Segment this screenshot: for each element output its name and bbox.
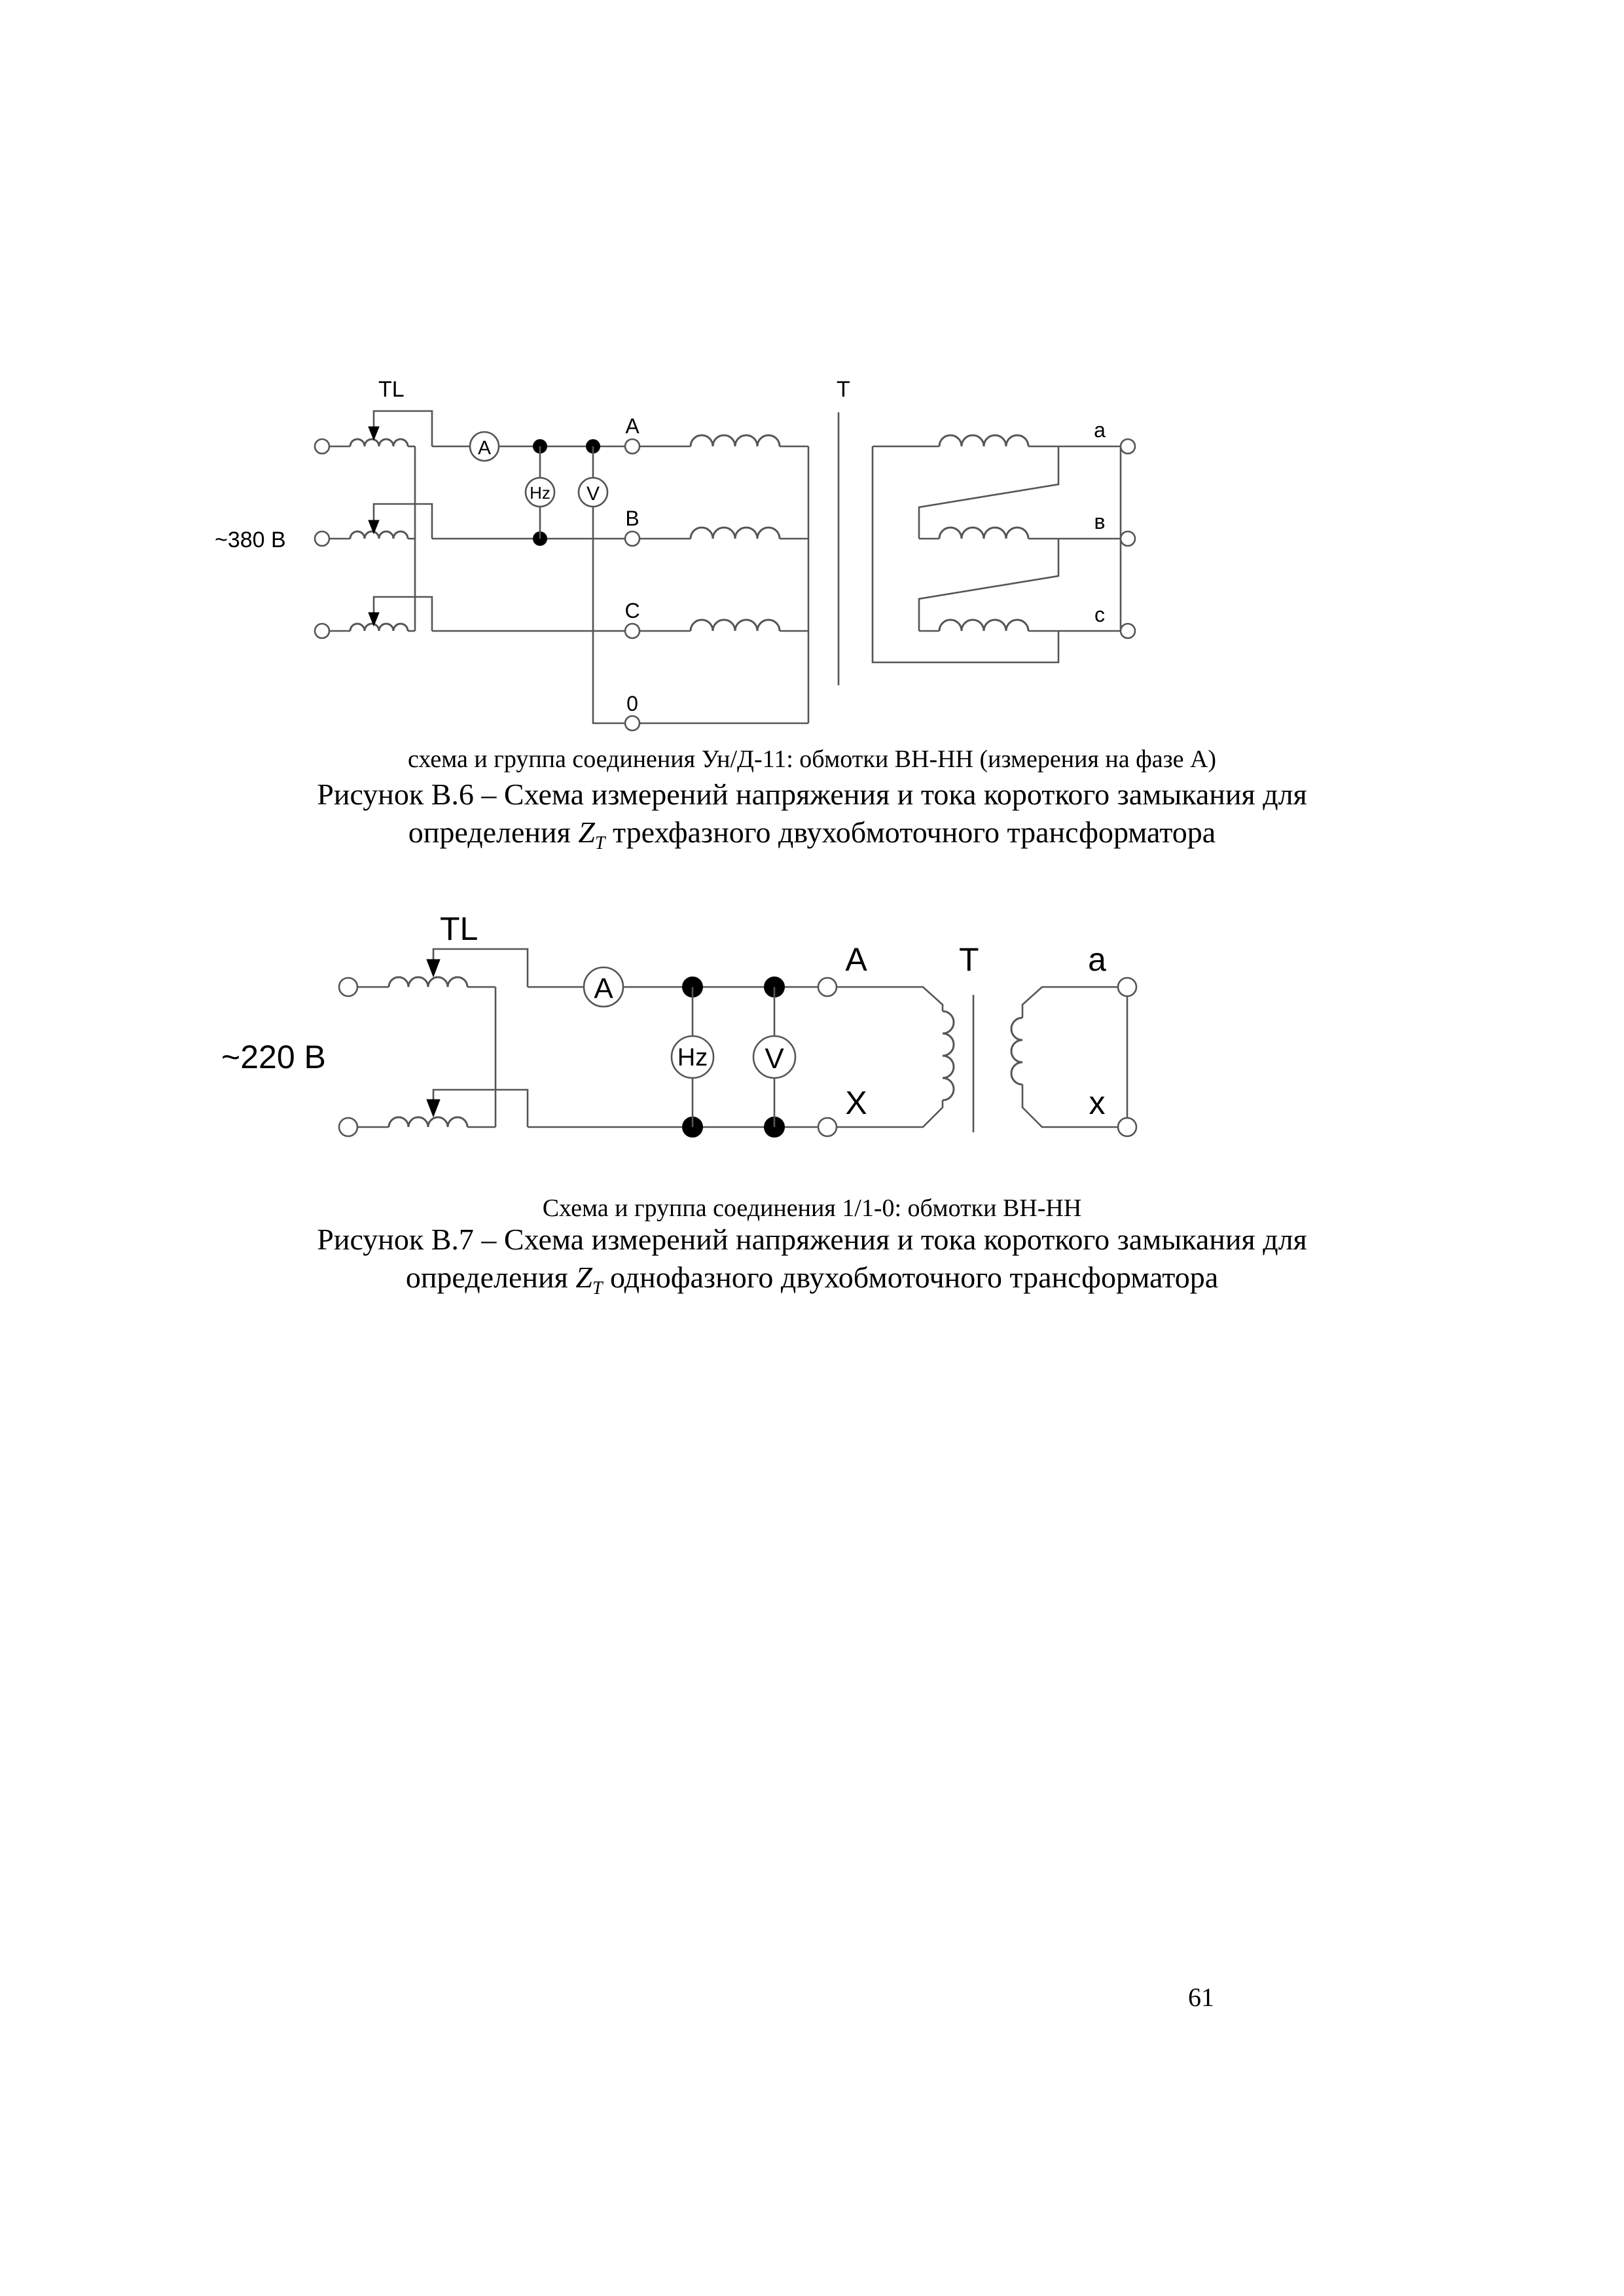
source-terminal-2 bbox=[339, 1118, 357, 1136]
hv-terminal-c bbox=[625, 624, 640, 638]
lv-terminal-a bbox=[1121, 439, 1135, 454]
t-label: T bbox=[959, 941, 979, 978]
wiper-arrow-a bbox=[369, 411, 432, 446]
hv-terminal-a bbox=[625, 439, 640, 454]
hv-winding-a bbox=[640, 435, 808, 446]
caption-symbol-z: Z bbox=[578, 816, 595, 849]
low-a-label: a bbox=[1088, 941, 1106, 978]
page-number: 61 bbox=[1188, 1982, 1214, 2012]
autotransformer-coil-b bbox=[329, 531, 415, 539]
low-a-label: a bbox=[1094, 418, 1106, 442]
wiper-arrow-2 bbox=[427, 1090, 528, 1127]
wiper-arrow-1 bbox=[427, 949, 528, 987]
source-terminal-a bbox=[315, 439, 329, 454]
low-x-label: x bbox=[1089, 1085, 1106, 1121]
high-a-label: A bbox=[845, 941, 867, 978]
caption-symbol-z: Z bbox=[575, 1261, 592, 1294]
supply-voltage-label: ~380 В bbox=[215, 528, 286, 552]
figure-1-caption-line-1: Рисунок В.6 – Схема измерений напряжения и тока короткого замыкания для bbox=[317, 778, 1307, 811]
hv-winding-b bbox=[640, 528, 808, 539]
figure-1-caption-line-2 bbox=[0, 814, 1624, 855]
source-terminal-b bbox=[315, 531, 329, 546]
caption-text: определения bbox=[405, 1261, 576, 1294]
high-x-label: X bbox=[845, 1085, 867, 1121]
autotransformer-coil-1 bbox=[357, 977, 496, 987]
caption-symbol bbox=[578, 816, 605, 854]
hv-terminal-b bbox=[625, 531, 640, 546]
hv-winding-c bbox=[640, 620, 808, 631]
autotransformer-coil-2 bbox=[357, 1117, 496, 1127]
t-label: T bbox=[837, 377, 850, 402]
voltmeter-label: V bbox=[586, 483, 600, 505]
autotransformer-coil-a bbox=[329, 439, 415, 446]
tl-label: TL bbox=[440, 910, 478, 947]
lv-terminal-a bbox=[1118, 978, 1136, 996]
caption-symbol bbox=[575, 1261, 603, 1299]
figure-1-subcaption: схема и группа соединения Ун/Д-11: обмотки ВН-НН (измерения на фазе А) bbox=[407, 745, 1217, 773]
neutral-label: 0 bbox=[626, 692, 638, 715]
caption-text: определения bbox=[408, 816, 579, 849]
ammeter-label: A bbox=[477, 437, 492, 459]
hv-terminal-a bbox=[818, 978, 837, 996]
frequency-meter-label: Hz bbox=[530, 483, 550, 503]
lv-winding-c bbox=[919, 620, 1121, 631]
caption-text: трехфазного двухобмоточного трансформатора bbox=[605, 816, 1216, 849]
lv-winding bbox=[1011, 987, 1127, 1127]
phase-b-label: B bbox=[625, 507, 640, 530]
lv-winding-a bbox=[873, 435, 1121, 446]
caption-symbol-subscript: T bbox=[594, 833, 605, 854]
three-phase-circuit-diagram bbox=[0, 367, 1624, 746]
autotransformer-coil-c bbox=[329, 624, 415, 631]
figure-2-caption-line-2 bbox=[0, 1259, 1624, 1300]
hv-terminal-neutral bbox=[625, 716, 640, 730]
figure-2-subcaption: Схема и группа соединения 1/1-0: обмотки ВН-НН bbox=[542, 1194, 1082, 1222]
ammeter-label: A bbox=[594, 973, 613, 1005]
caption-text: однофазного двухобмоточного трансформатора bbox=[602, 1261, 1219, 1294]
lv-terminal-c bbox=[1121, 624, 1135, 638]
figure-2-caption-line-1: Рисунок В.7 – Схема измерений напряжения и тока короткого замыкания для bbox=[317, 1223, 1307, 1256]
phase-c-label: C bbox=[624, 599, 640, 622]
caption-symbol-subscript: T bbox=[592, 1278, 603, 1299]
low-b-label: в bbox=[1094, 510, 1106, 533]
phase-a-label: A bbox=[625, 414, 640, 438]
supply-voltage-label: ~220 В bbox=[221, 1039, 326, 1075]
lv-winding-b bbox=[919, 528, 1121, 539]
source-terminal-c bbox=[315, 624, 329, 638]
voltmeter-label: V bbox=[765, 1043, 784, 1075]
lv-terminal-b bbox=[1121, 531, 1135, 546]
frequency-meter-label: Hz bbox=[677, 1044, 708, 1071]
single-phase-circuit-diagram bbox=[0, 897, 1624, 1158]
lv-terminal-x bbox=[1118, 1118, 1136, 1136]
delta-connections bbox=[873, 446, 1058, 662]
low-c-label: c bbox=[1094, 603, 1105, 626]
source-terminal-1 bbox=[339, 978, 357, 996]
hv-terminal-x bbox=[818, 1118, 837, 1136]
tl-label: TL bbox=[378, 377, 405, 402]
